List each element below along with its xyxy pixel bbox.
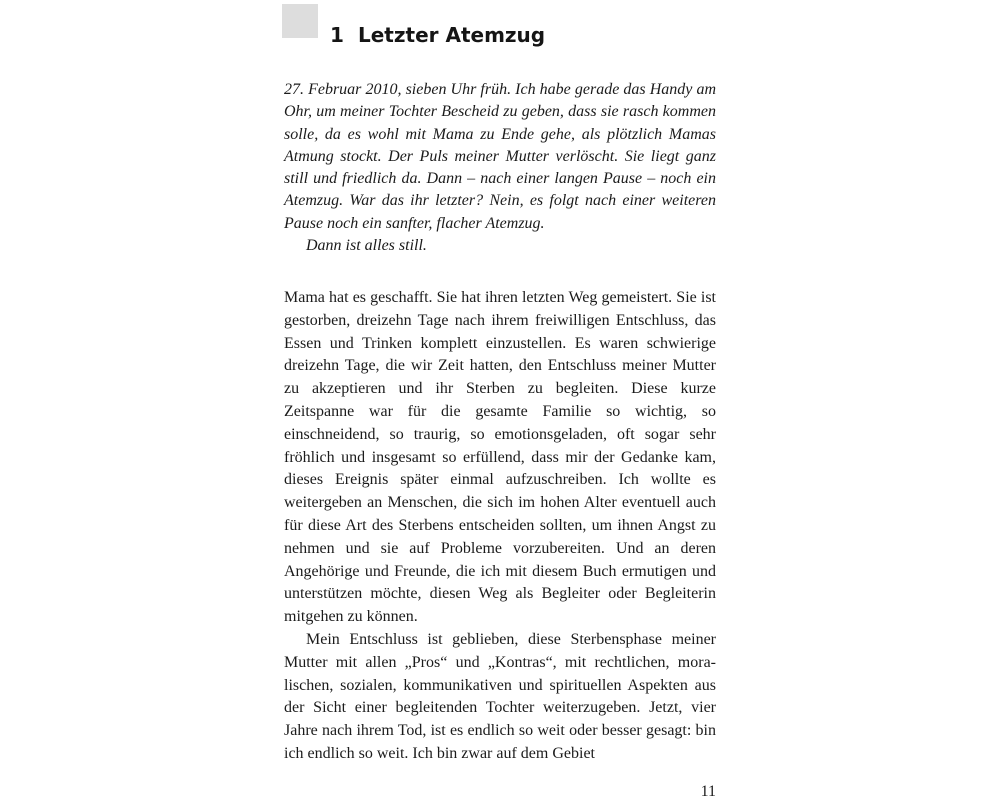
page-number: 11 [700,783,716,800]
intro-paragraph-2: Dann ist alles still. [306,237,427,255]
chapter-body [284,287,716,766]
chapter-title: Letzter Atemzug [358,23,546,48]
chapter-intro [284,79,716,257]
body-paragraph-1: Mama hat es geschafft. Sie hat ihren letzten Weg gemeistert. Sie ist gestorben, dreizehn Tage nach ihrem freiwilligen Entschluss, das Essen und Trinken komplett einzustellen. Es waren schwierige dreizehn Tage, die wir Zeit hatten, den Entschluss meiner Mutter zu akzeptieren und ihr Sterben zu begleiten. Diese kurze Zeitspanne war für die gesamte Familie so wichtig, so einschneidend, so traurig, so emotionsgeladen, oft sogar sehr fröhlich und insgesamt so erfüllend, dass mir der Gedanke kam, dieses Ereignis später einmal aufzuschreiben. Ich wollte es weitergeben an Menschen, die sich im hohen Alter eventuell auch für diese Art des Sterbens entscheiden sollten, um ihnen Angst zu nehmen und sie auf Probleme vorzubereiten. Und an deren Angehörige und Freunde, die ich mit diesem Buch ermutigen und unterstützen möchte, diesen Weg als Begleiter oder Begleiterin mitgehen zu können. [284,289,716,626]
chapter-heading [330,22,545,48]
chapter-marker-box [282,4,318,38]
body-paragraph-2: Mein Entschluss ist geblieben, diese Sterbensphase meiner Mutter mit allen „Pros“ und „Kontras“, mit rechtlichen, moralischen, sozialen, kommunikativen und spirituellen Aspekten aus der Sicht einer begleitenden Tochter weiterzugeben. Jetzt, vier Jahre nach ihrem Tod, ist es endlich so weit oder besser gesagt: bin ich endlich so weit. Ich bin zwar auf dem Gebiet [284,630,716,762]
chapter-number: 1 [330,23,344,48]
intro-paragraph-1: 27. Februar 2010, sieben Uhr früh. Ich habe gerade das Handy am Ohr, um meiner Tochter Bescheid zu geben, dass sie rasch kommen solle, da es wohl mit Mama zu Ende gehe, als plötzlich Mamas Atmung stockt. Der Puls meiner Mutter verlöscht. Sie liegt ganz still und friedlich da. Dann – nach einer langen Pause – noch ein Atemzug. War das ihr letzter? Nein, es folgt nach einer weiteren Pause noch ein sanfter, flacher Atemzug. [284,81,716,232]
